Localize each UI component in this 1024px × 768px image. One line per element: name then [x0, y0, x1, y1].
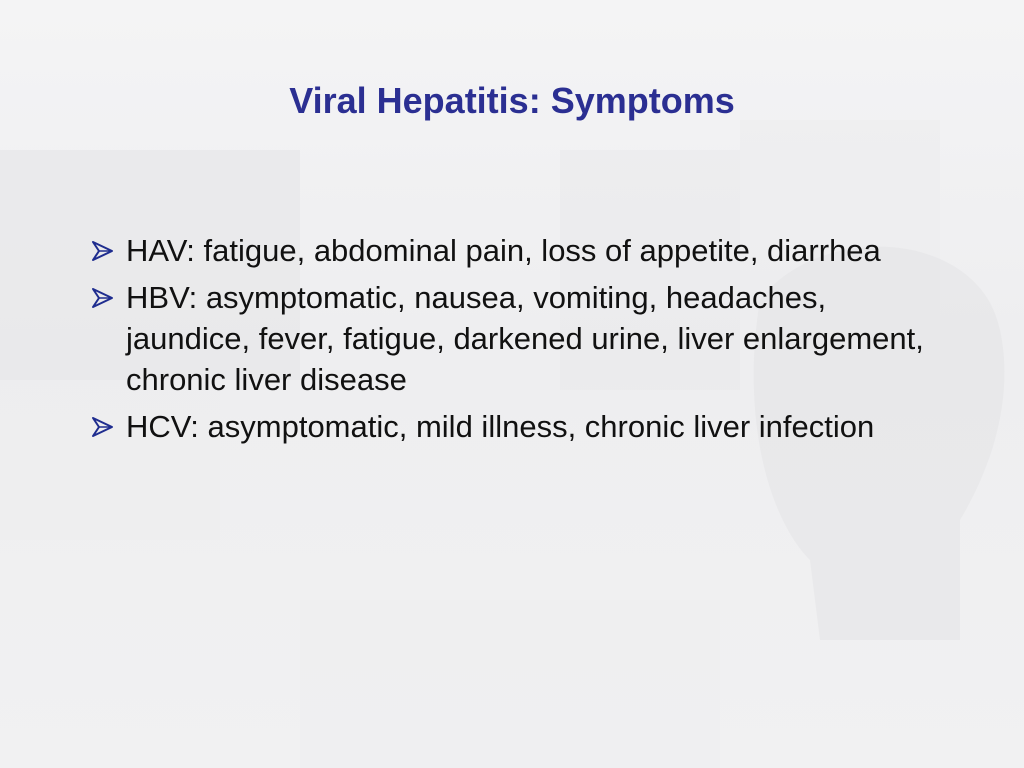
arrow-bullet-icon — [90, 240, 116, 262]
bullet-item — [90, 406, 950, 447]
arrow-bullet-icon — [90, 287, 116, 309]
arrow-bullet-icon — [90, 416, 116, 438]
bullet-item — [90, 230, 950, 271]
bullet-text: HCV: asymptomatic, mild illness, chronic liver infection — [126, 409, 875, 444]
slide-title: Viral Hepatitis: Symptoms — [289, 80, 735, 121]
bullet-list — [90, 230, 950, 453]
bullet-text: HBV: asymptomatic, nausea, vomiting, headaches, jaundice, fever, fatigue, darkened urine, liver enlargement, chronic liver disease — [126, 280, 924, 397]
bullet-text: HAV: fatigue, abdominal pain, loss of appetite, diarrhea — [126, 233, 881, 268]
bullet-item — [90, 277, 950, 400]
